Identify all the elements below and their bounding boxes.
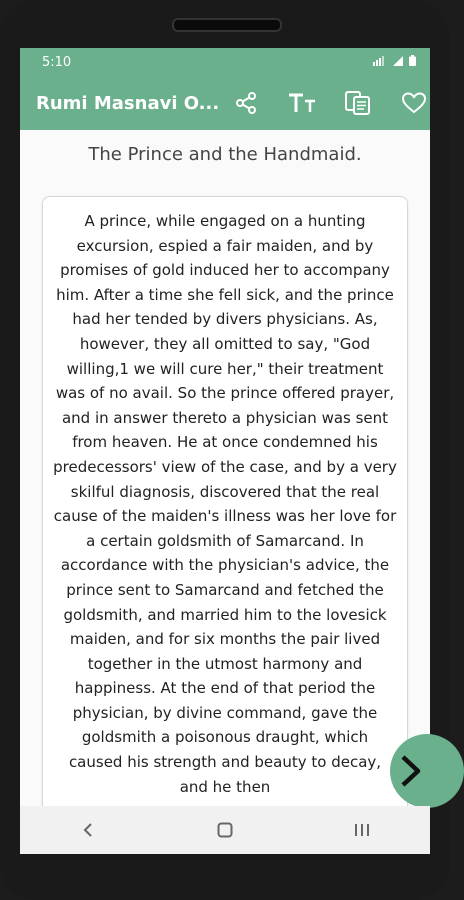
story-card — [42, 196, 408, 838]
status-time: 5:10 — [42, 54, 72, 70]
next-button[interactable] — [390, 734, 464, 808]
network-icon — [373, 55, 387, 70]
copy-icon — [344, 90, 372, 116]
favorite-button[interactable] — [386, 76, 442, 130]
status-icons — [373, 55, 416, 70]
favorite-icon — [401, 91, 427, 115]
app-bar-actions — [218, 76, 442, 130]
home-icon — [217, 822, 233, 838]
chevron-right-icon — [398, 753, 424, 789]
home-button[interactable] — [195, 806, 255, 854]
speaker-notch — [172, 18, 282, 32]
signal-icon — [393, 55, 403, 70]
recents-icon — [354, 823, 370, 837]
recents-button[interactable] — [332, 806, 392, 854]
share-icon — [234, 91, 258, 115]
text-size-icon — [287, 91, 317, 115]
back-icon — [82, 822, 94, 838]
story-text: A prince, while engaged on a hunting excursion, espied a fair maiden, and by promises of gold induced her to accompany him. After a time she fell sick, and the prince had her tended by divers physicians. As, however, they all omitted to say, "God willing,1 we will cure her," their treatment was of no avail. So the prince offered prayer, and in answer thereto a physician was sent from heaven. He at once condemned his predecessors' view of the case, and by a very skilful diagnosis, discovered that the real cause of the maiden's illness was her love for a certain goldsmith of Samarcand. In accordance with the physician's advice, the prince sent to Samarcand and fetched the goldsmith, and married him to the lovesick maiden, and for six months the pair lived together in the utmost harmony and happiness. At the end of that period the physician, by divine command, gave the goldsmith a poisonous draught, which caused his strength and beauty to decay, and he then — [53, 212, 397, 796]
screen — [20, 48, 430, 854]
system-nav-bar — [20, 806, 430, 854]
text-size-button[interactable] — [274, 76, 330, 130]
copy-button[interactable] — [330, 76, 386, 130]
status-bar — [20, 48, 430, 76]
app-bar — [20, 76, 430, 130]
app-title: Rumi Masnavi O... — [36, 92, 220, 114]
back-button[interactable] — [58, 806, 118, 854]
share-button[interactable] — [218, 76, 274, 130]
chapter-title: The Prince and the Handmaid. — [88, 144, 362, 165]
battery-icon — [409, 55, 416, 70]
